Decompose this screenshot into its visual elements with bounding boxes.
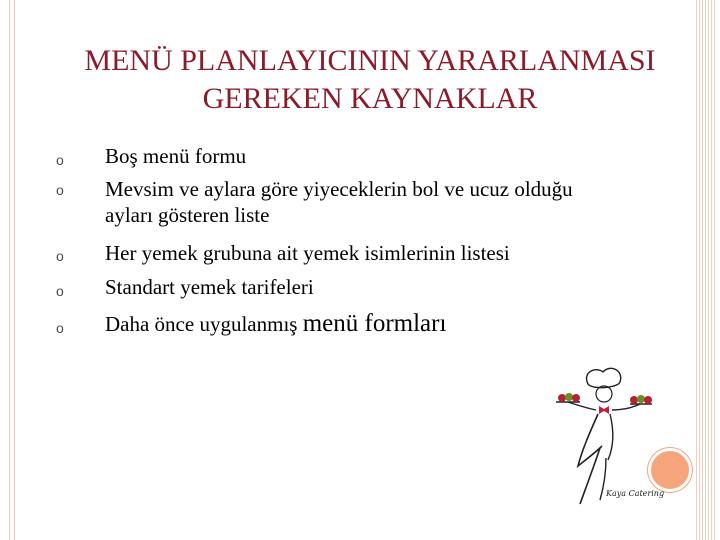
slide-title [30,42,710,118]
left-border-decoration [9,0,15,540]
chef-logo-illustration [548,362,665,512]
bullet-item-line-1: Mevsim ve aylara göre yiyeceklerin bol ve ucuz olduğu [105,177,573,201]
bullet-marker: o [56,283,64,299]
bullet-item [105,176,665,228]
bullet-marker: o [56,320,64,336]
title-line-2: GEREKEN KAYNAKLAR [202,82,538,115]
bullet-item-text: Daha önce uygulanmış [105,312,303,336]
bullet-item-emphasis: menü formları [302,310,447,337]
bullet-item: Standart yemek tarifeleri [105,275,314,299]
logo-text: Kaya Catering [606,489,665,498]
bullet-marker: o [56,182,64,198]
bullet-marker: o [56,248,64,264]
title-line-1: MENÜ PLANLAYICININ YARARLANMASI [84,44,656,77]
bullet-marker: o [56,152,64,168]
bullet-item: Boş menü formu [105,144,247,168]
bullet-item: Her yemek grubuna ait yemek isimlerinin listesi [105,241,510,265]
bullet-item-line-2: ayları gösteren liste [105,203,270,227]
bullet-item [105,311,665,337]
